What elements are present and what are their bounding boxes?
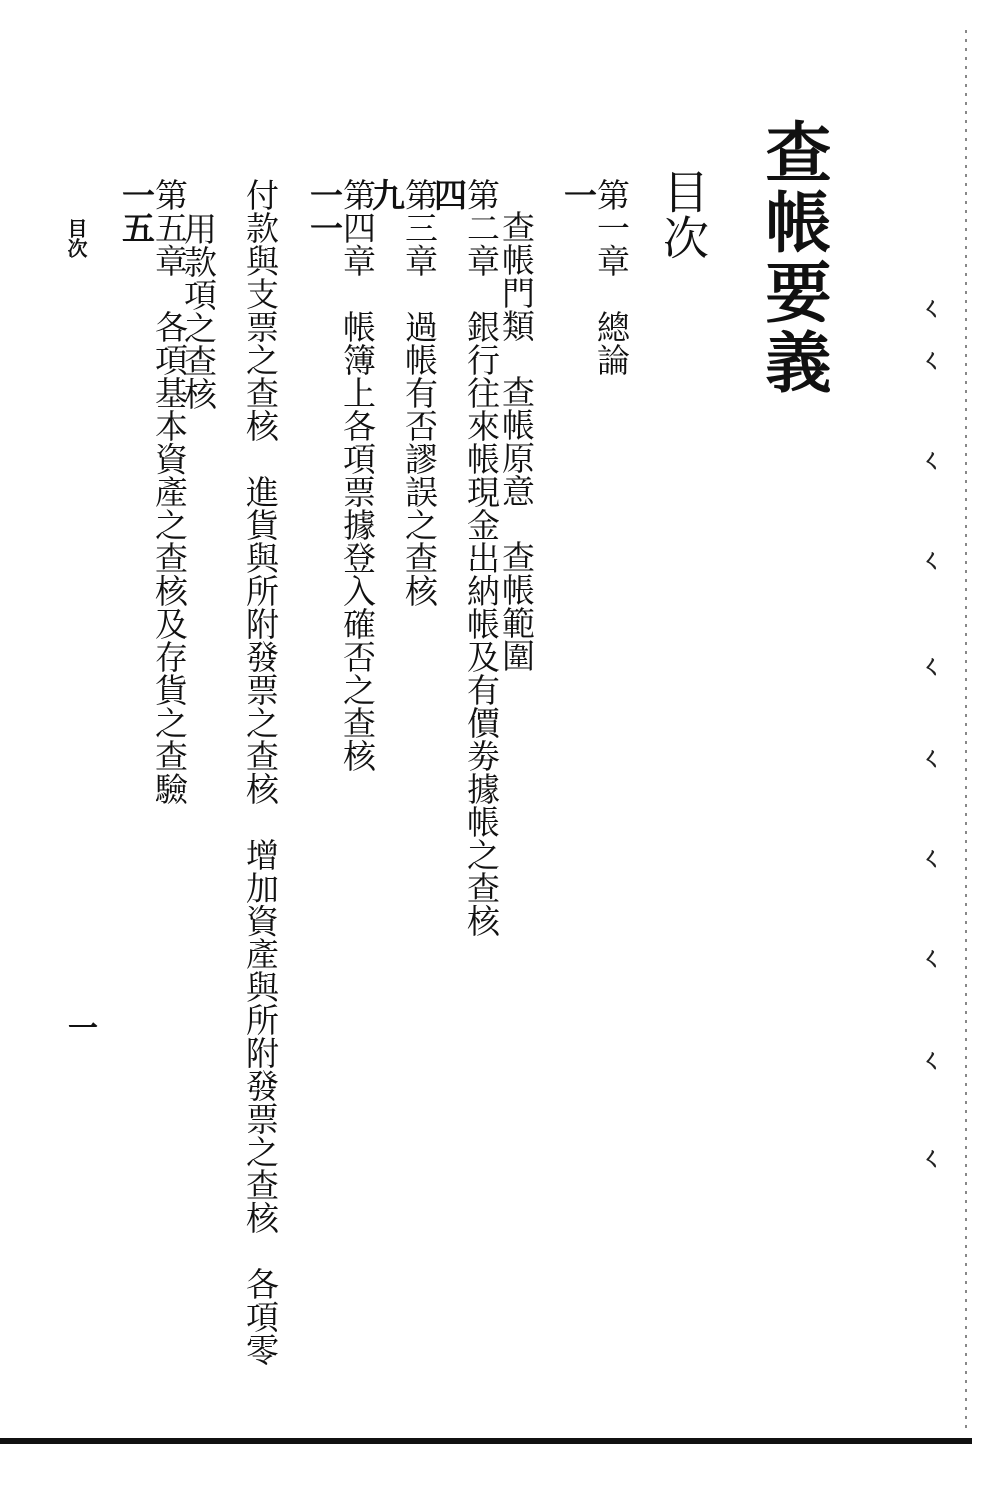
book-title: 查帳要義 [754, 118, 832, 398]
toc-subtopics-chapter-4 [241, 178, 280, 1366]
toc-subtopic: 付款與支票之查核 [241, 178, 280, 442]
margin-mark: ㄑ [920, 743, 944, 772]
running-head: 目次 [64, 218, 88, 258]
toc-subtopic: 用款項之查核 [179, 212, 218, 410]
toc-entry-label: 第一章 總論 [592, 178, 631, 376]
margin-mark: ㄑ [920, 651, 944, 680]
toc-page-number: 一一 [305, 178, 344, 244]
toc-page-number: 九 [367, 178, 406, 211]
margin-mark: ㄑ [920, 545, 944, 574]
margin-mark: ㄑ [920, 843, 944, 872]
toc-entry-label: 第二章 銀行往來帳現金出納帳及有價劵據帳之查核 [462, 178, 501, 937]
toc-entry-chapter-5[interactable] [117, 178, 189, 1318]
margin-mark: ㄑ [920, 943, 944, 972]
page-folio: 一 [62, 1012, 97, 1042]
margin-mark: ㄑ [920, 293, 944, 322]
toc-subtopic: 增加資產與所附發票之查核 [241, 838, 280, 1234]
toc-entry-chapter-3[interactable] [367, 178, 439, 1318]
toc-subtopic: 進貨與所附發票之查核 [241, 475, 280, 805]
toc-subtopic: 查帳範圍 [497, 540, 536, 672]
margin-mark: ㄑ [920, 1045, 944, 1074]
toc-page-number: 四 [429, 178, 468, 211]
margin-mark: ㄑ [920, 445, 944, 474]
toc-entry-label: 第三章 過帳有否謬誤之查核 [400, 178, 439, 607]
section-title: 目次 [656, 168, 710, 260]
toc-subtopic: 查帳門類 [497, 210, 536, 342]
toc-entry-chapter-4[interactable] [305, 178, 377, 1318]
toc-subtopic: 各項零 [241, 1267, 280, 1366]
margin-mark: ㄑ [920, 1143, 944, 1172]
bottom-rule [0, 1438, 972, 1444]
toc-entry-chapter-1[interactable] [559, 178, 631, 1318]
toc-entry-label: 第五章 各項基本資產之查核及存貨之查驗 [150, 178, 189, 805]
margin-mark: ㄑ [920, 345, 944, 374]
toc-entry-label: 第四章 帳簿上各項票據登入確否之查核 [338, 178, 377, 772]
toc-subtopic: 查帳原意 [497, 375, 536, 507]
toc-page-number: 一 [559, 178, 598, 211]
toc-page-number: 一五 [117, 178, 156, 244]
toc-entry-chapter-2[interactable] [429, 178, 501, 1318]
toc-subtopics-chapter-1 [497, 210, 536, 672]
binding-edge [965, 30, 967, 1430]
